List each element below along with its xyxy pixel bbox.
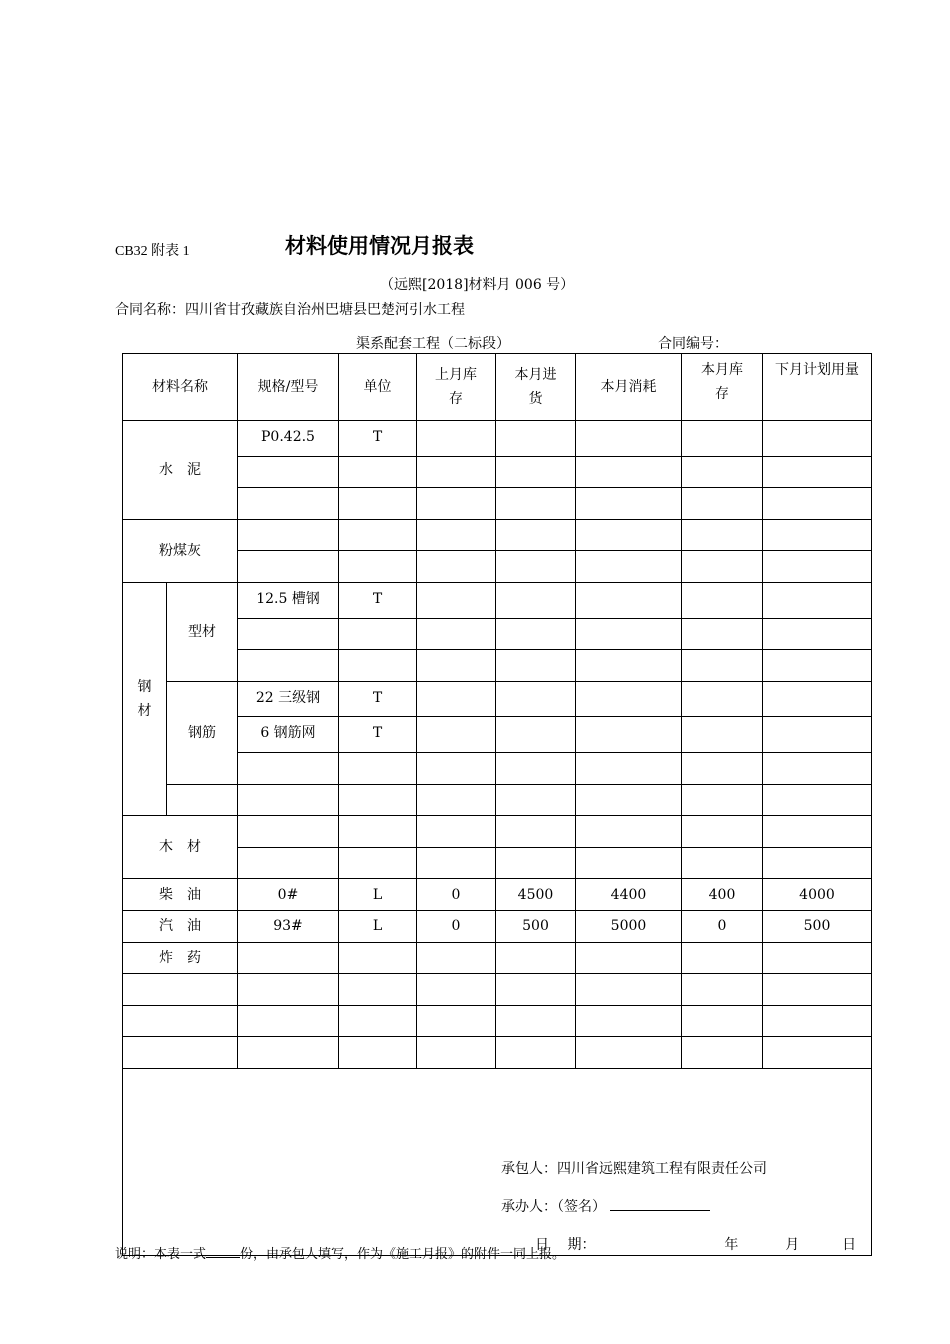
plan-cell: 500 xyxy=(763,910,872,942)
col-header: 规格/型号 xyxy=(238,354,339,421)
group-rebar: 钢筋 xyxy=(167,681,238,784)
note-after: 份，由承包人填写，作为《施工月报》的附件一同上报。 xyxy=(240,1247,566,1262)
in-cell: 500 xyxy=(496,910,576,942)
col-header: 本月进货 xyxy=(496,354,576,421)
spec-cell: P0.42.5 xyxy=(238,421,339,457)
signature-area xyxy=(123,1068,872,1255)
document-number: （远熙[2018]材料月 006 号） xyxy=(380,277,575,293)
contract-name: 合同名称：四川省甘孜藏族自治州巴塘县巴楚河引水工程 xyxy=(115,302,465,318)
unit-cell: T xyxy=(339,681,417,717)
spec-cell: 12.5 槽钢 xyxy=(238,582,339,618)
handler-line xyxy=(501,1195,710,1219)
used-cell: 4400 xyxy=(576,879,682,911)
contractor-text: 承包人：四川省远熙建筑工程有限责任公司 xyxy=(501,1160,767,1177)
group-cement: 水 泥 xyxy=(123,421,238,520)
table-row xyxy=(123,1037,872,1069)
group-diesel: 柴 油 xyxy=(123,879,238,911)
signature-row xyxy=(123,1068,872,1255)
copies-blank[interactable] xyxy=(206,1245,240,1258)
month-label: 月 xyxy=(785,1236,800,1253)
stock-cell: 0 xyxy=(682,910,763,942)
table-row xyxy=(123,681,872,717)
col-header: 单位 xyxy=(339,354,417,421)
table-row xyxy=(123,974,872,1006)
group-flyash: 粉煤灰 xyxy=(123,519,238,582)
prev-stock-cell: 0 xyxy=(417,910,496,942)
spec-cell: 0# xyxy=(238,879,339,911)
contract-number-label: 合同编号： xyxy=(658,336,728,352)
signature-blank[interactable] xyxy=(610,1198,710,1211)
table-row xyxy=(123,942,872,974)
page-title: 材料使用情况月报表 xyxy=(285,234,474,258)
col-header: 本月库存 xyxy=(682,354,763,421)
material-report-table xyxy=(122,353,872,1256)
plan-cell: 4000 xyxy=(763,879,872,911)
table-row xyxy=(123,816,872,848)
section-name: 渠系配套工程（二标段） xyxy=(356,336,510,352)
group-explosive: 炸 药 xyxy=(123,942,238,974)
unit-cell: L xyxy=(339,910,417,942)
group-wood: 木 材 xyxy=(123,816,238,879)
note-before: 说明：本表一式 xyxy=(115,1247,207,1262)
table-row xyxy=(123,879,872,911)
spec-cell: 22 三级钢 xyxy=(238,681,339,717)
form-id: CB32 附表 1 xyxy=(115,244,190,259)
col-header: 下月计划用量 xyxy=(763,354,872,421)
table-row xyxy=(123,582,872,618)
year-label: 年 xyxy=(724,1236,739,1253)
table-row xyxy=(123,784,872,816)
group-steel: 钢材 xyxy=(123,582,167,815)
unit-cell: T xyxy=(339,582,417,618)
col-header: 本月消耗 xyxy=(576,354,682,421)
unit-cell: L xyxy=(339,879,417,911)
table-row xyxy=(123,910,872,942)
date-line xyxy=(535,1233,856,1256)
used-cell: 5000 xyxy=(576,910,682,942)
spec-cell: 93# xyxy=(238,910,339,942)
stock-cell: 400 xyxy=(682,879,763,911)
group-section-steel: 型材 xyxy=(167,582,238,681)
header-row xyxy=(123,354,872,421)
unit-cell: T xyxy=(339,717,417,753)
table-row xyxy=(123,421,872,457)
note xyxy=(115,1243,565,1262)
prev-stock-cell: 0 xyxy=(417,879,496,911)
table-row xyxy=(123,519,872,551)
col-header: 上月库存 xyxy=(417,354,496,421)
group-gasoline: 汽 油 xyxy=(123,910,238,942)
day-label: 日 xyxy=(842,1236,857,1253)
table-row xyxy=(123,1005,872,1037)
date-label: 日 期： xyxy=(535,1236,596,1253)
col-header: 材料名称 xyxy=(123,354,238,421)
handler-label: 承办人：（签名） xyxy=(501,1198,606,1215)
unit-cell: T xyxy=(339,421,417,457)
spec-cell: 6 钢筋网 xyxy=(238,717,339,753)
in-cell: 4500 xyxy=(496,879,576,911)
